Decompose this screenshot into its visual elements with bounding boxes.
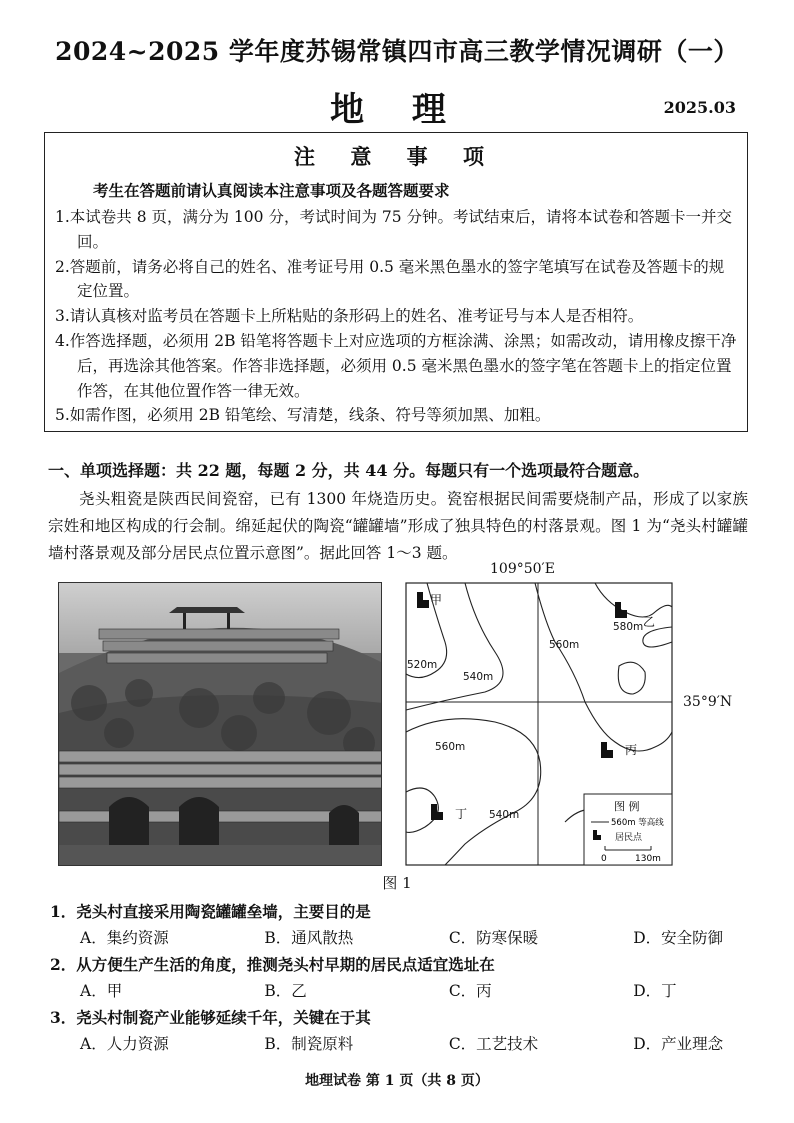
settlement-label-bing: 丙 — [625, 743, 638, 757]
village-photo — [58, 582, 382, 866]
notice-item: 4.作答选择题，必须用 2B 铅笔将答题卡上对应选项的方框涂满、涂黑；如需改动，请用橡皮擦干净后，再选涂其他答案。作答非选择题，必须用 0.5 毫米黑色墨水的签字笔在答题卡上的指定位置作答，在其他位置作答一律无效。 — [55, 331, 737, 400]
contour-label: 520m — [407, 659, 438, 671]
contour-label: 560m — [435, 741, 466, 753]
legend-scale-start: 0 — [601, 854, 607, 864]
contour-label: 580m — [613, 621, 644, 633]
longitude-label: 109°50′E — [490, 561, 555, 577]
legend-settlement: 居民点 — [615, 833, 643, 843]
notice-item: 3.请认真核对监考员在答题卡上所粘贴的条形码上的姓名、准考证号与本人是否相符。 — [55, 307, 644, 326]
option[interactable]: D．安全防御 — [633, 929, 724, 947]
question-3: 3．尧头村制瓷产业能够延续千年，关键在于其 — [50, 1008, 371, 1027]
exam-date: 2025.03 — [663, 98, 736, 117]
notice-list — [55, 205, 737, 428]
option[interactable]: D．丁 — [633, 982, 677, 1000]
option[interactable]: C．丙 — [448, 982, 492, 1000]
question-1: 1．尧头村直接采用陶瓷罐罐垒墙，主要目的是 — [50, 902, 371, 921]
question-3-options — [80, 1032, 740, 1054]
figure-caption: 图 1 — [382, 874, 412, 892]
notice-intro: 考生在答题前请认真阅读本注意事项及各题答题要求 — [93, 181, 450, 200]
notice-item: 1.本试卷共 8 页，满分为 100 分，考试时间为 75 分钟。考试结束后，请将本试卷和答题卡一并交回。 — [55, 208, 733, 251]
option[interactable]: B．乙 — [264, 982, 307, 1000]
option[interactable]: C．防寒保暖 — [448, 929, 539, 947]
contour-label: 560m — [549, 639, 580, 651]
option[interactable]: B．通风散热 — [264, 929, 354, 947]
page-footer: 地理试卷 第 1 页（共 8 页） — [305, 1073, 489, 1089]
contour-label: 540m — [489, 809, 520, 821]
legend-title: 图 例 — [614, 800, 640, 813]
notice-box — [44, 132, 748, 432]
notice-title: 注 意 事 项 — [294, 144, 498, 169]
option[interactable]: C．工艺技术 — [448, 1035, 539, 1053]
subject-title: 地 理 — [330, 90, 464, 130]
latitude-label: 35°9′N — [683, 694, 733, 710]
contour-label: 540m — [463, 671, 494, 683]
option[interactable]: A．甲 — [80, 982, 123, 1000]
notice-item: 5.如需作图，必须用 2B 铅笔绘、写清楚，线条、符号等须加黑、加粗。 — [55, 406, 551, 425]
option[interactable]: B．制瓷原料 — [264, 1035, 354, 1053]
contour-map — [405, 582, 745, 866]
settlement-label-jia: 甲 — [430, 593, 443, 607]
reading-passage: 尧头粗瓷是陕西民间瓷窑，已有 1300 年烧造历史。瓷窑根据民间需要烧制产品，形成了以家族宗姓和地区构成的行会制。绵延起伏的陶瓷“罐罐墙”形成了独具特色的村落景观。图 1 为“尧头村罐罐墙村落景观及部分居民点位置示意图”。据此回答 1～3 题。 — [48, 490, 748, 562]
exam-title: 2024~2025 学年度苏锡常镇四市高三教学情况调研（一） — [55, 37, 739, 66]
question-2-options — [80, 979, 740, 1001]
notice-item: 2.答题前，请务必将自己的姓名、准考证号用 0.5 毫米黑色墨水的签字笔填写在试卷及答题卡的规定位置。 — [55, 257, 725, 301]
question-1-options — [80, 926, 740, 948]
settlement-label-ding: 丁 — [455, 807, 468, 821]
legend-scale-end: 130m — [635, 854, 661, 864]
option[interactable]: A．集约资源 — [80, 929, 169, 947]
option[interactable]: A．人力资源 — [80, 1035, 169, 1053]
section-heading: 一、单项选择题：共 22 题，每题 2 分，共 44 分。每题只有一个选项最符合题意。 — [48, 461, 650, 480]
settlement-label-yi: 乙 — [643, 615, 656, 629]
question-2: 2．从方便生产生活的角度，推测尧头村早期的居民点适宜选址在 — [50, 955, 495, 974]
option[interactable]: D．产业理念 — [633, 1035, 724, 1053]
legend-contour: 560m 等高线 — [611, 818, 664, 828]
